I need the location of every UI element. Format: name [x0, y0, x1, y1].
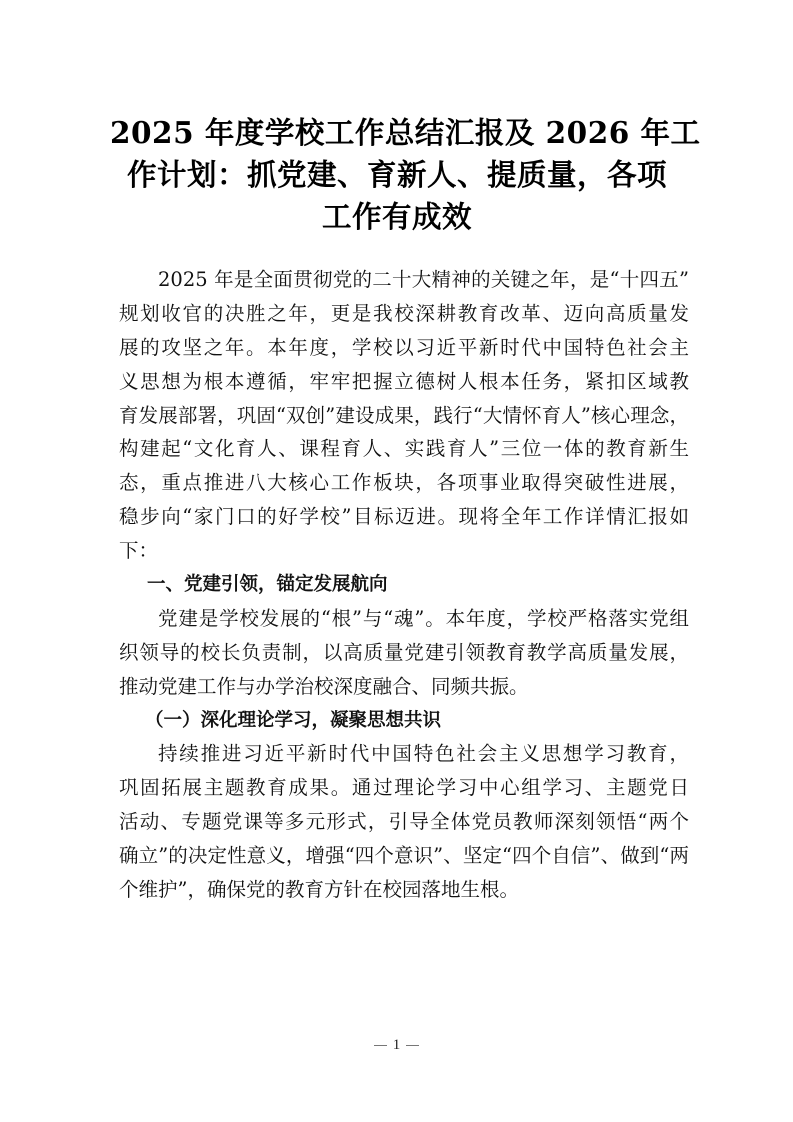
title-line: 2025 年度学校工作总结汇报及 2026 年工 [110, 115, 701, 150]
paragraph-line: 持续推进习近平新时代中国特色社会主义思想学习教育， [158, 742, 689, 766]
paragraph-line: 义思想为根本遵循，牢牢把握立德树人根本任务，紧扣区域教 [119, 369, 689, 393]
title-line: 工作有成效 [321, 199, 472, 234]
document-body [119, 263, 689, 907]
intro-paragraph [119, 263, 689, 568]
paragraph-line: 活动、专题党课等多元形式，引导全体党员教师深刻领悟“两个 [119, 810, 689, 834]
footer-dash-right [406, 1045, 419, 1046]
paragraph-line: 推动党建工作与办学治校深度融合、同频共振。 [119, 674, 529, 698]
footer-dash-left [374, 1045, 387, 1046]
paragraph-line: 稳步向“家门口的好学校”目标迈进。现将全年工作详情汇报如 [119, 505, 689, 529]
section-heading: 一、党建引领，锚定发展航向 [147, 574, 388, 596]
paragraph-line: 织领导的校长负责制，以高质量党建引领教育教学高质量发展， [119, 640, 689, 664]
paragraph-line: 2025 年是全面贯彻党的二十大精神的关键之年，是“十四五” [158, 268, 689, 291]
paragraph-line: 构建起“文化育人、课程育人、实践育人”三位一体的教育新生 [119, 437, 689, 461]
page-footer [0, 1037, 793, 1054]
title-line: 作计划：抓党建、育新人、提质量，各项 [126, 157, 667, 192]
section-paragraph [119, 602, 689, 704]
paragraph-line: 规划收官的决胜之年，更是我校深耕教育改革、迈向高质量发 [119, 301, 689, 325]
paragraph-line: 下： [119, 539, 159, 563]
page-number: 1 [392, 1037, 401, 1053]
paragraph-line: 党建是学校发展的“根”与“魂”。本年度，学校严格落实党组 [158, 606, 689, 630]
paragraph-line: 巩固拓展主题教育成果。通过理论学习中心组学习、主题党日 [119, 776, 689, 800]
paragraph-line: 确立”的决定性意义，增强“四个意识”、坚定“四个自信”、做到“两 [119, 844, 689, 868]
subsection-heading: （一）深化理论学习，凝聚思想共识 [145, 709, 442, 731]
subsection-paragraph [119, 737, 689, 906]
paragraph-line: 育发展部署，巩固“双创”建设成果，践行“大情怀育人”核心理念， [119, 403, 689, 427]
paragraph-line: 个维护”，确保党的教育方针在校园落地生根。 [119, 878, 519, 902]
document-title [110, 112, 701, 238]
paragraph-line: 展的攻坚之年。本年度，学校以习近平新时代中国特色社会主 [119, 335, 689, 359]
paragraph-line: 态，重点推进八大核心工作板块，各项事业取得突破性进展， [119, 471, 689, 495]
